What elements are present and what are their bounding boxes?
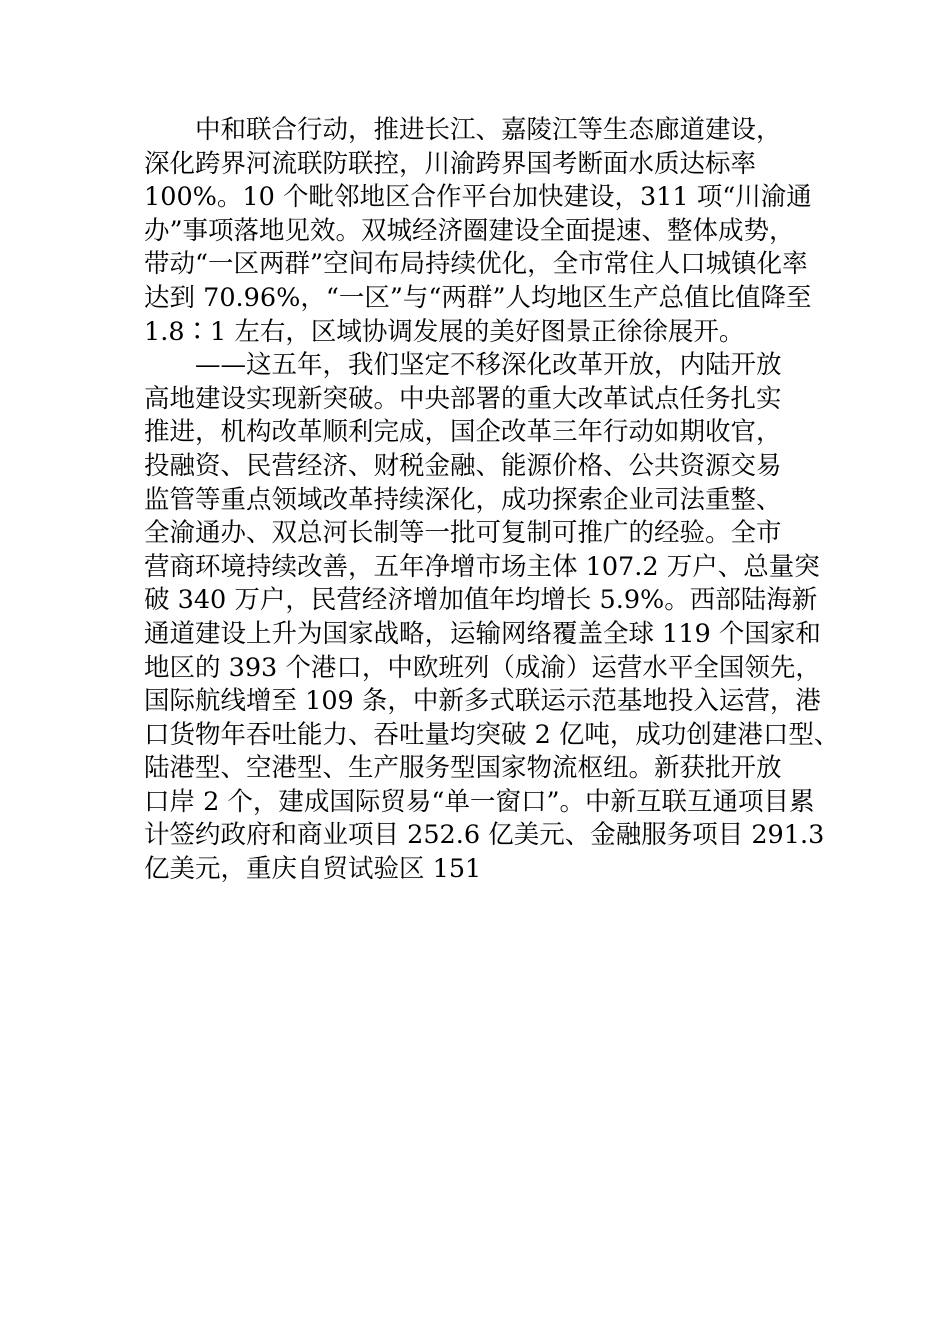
body-text xyxy=(144,114,840,887)
text-line: 计签约政府和商业项目 252.6 亿美元、金融服务项目 291.3 xyxy=(144,820,825,851)
text-line: 破 340 万户，民营经济增加值年均增长 5.9%。西部陆海新 xyxy=(144,585,818,616)
paragraph-1 xyxy=(144,114,814,349)
text-line: 达到 70.96%，“一区”与“两群”人均地区生产总值比值降至 xyxy=(144,282,812,313)
text-line: ——这五年，我们坚定不移深化改革开放，内陆开放 xyxy=(195,350,782,381)
text-line: 亿美元，重庆自贸试验区 151 xyxy=(144,854,482,885)
text-line: 地区的 393 个港口，中欧班列（成渝）运营水平全国领先， xyxy=(144,652,821,683)
text-line: 陆港型、空港型、生产服务型国家物流枢纽。新获批开放 xyxy=(144,753,782,784)
text-line: 全渝通办、双总河长制等一批可复制可推广的经验。全市 xyxy=(144,518,782,549)
text-line: 高地建设实现新突破。中央部署的重大改革试点任务扎实 xyxy=(144,383,782,414)
text-line: 1.8∶1 左右，区域协调发展的美好图景正徐徐展开。 xyxy=(144,316,745,347)
text-line: 深化跨界河流联防联控，川渝跨界国考断面水质达标率 xyxy=(144,148,757,179)
paragraph-2 xyxy=(144,349,840,887)
text-line: 国际航线增至 109 条，中新多式联运示范基地投入运营，港 xyxy=(144,686,821,717)
text-line: 监管等重点领域改革持续深化，成功探索企业司法重整、 xyxy=(144,484,782,515)
text-line: 营商环境持续改善，五年净增市场主体 107.2 万户、总量突 xyxy=(144,551,820,582)
text-line: 推进，机构改革顺利完成，国企改革三年行动如期收官， xyxy=(144,417,782,448)
text-line: 口货物年吞吐能力、吞吐量均突破 2 亿吨，成功创建港口型、 xyxy=(144,719,840,750)
text-line: 中和联合行动，推进长江、嘉陵江等生态廊道建设， xyxy=(195,115,782,145)
text-line: 办”事项落地见效。双城经济圈建设全面提速、整体成势， xyxy=(144,215,795,246)
text-line: 100%。10 个毗邻地区合作平台加快建设，311 项“川渝通 xyxy=(144,182,812,213)
text-line: 通道建设上升为国家战略，运输网络覆盖全球 119 个国家和 xyxy=(144,618,821,649)
text-line: 投融资、民营经济、财税金融、能源价格、公共资源交易 xyxy=(144,450,782,481)
text-line: 带动“一区两群”空间布局持续优化，全市常住人口城镇化率 xyxy=(144,249,808,280)
text-line: 口岸 2 个，建成国际贸易“单一窗口”。中新互联互通项目累 xyxy=(144,786,815,817)
